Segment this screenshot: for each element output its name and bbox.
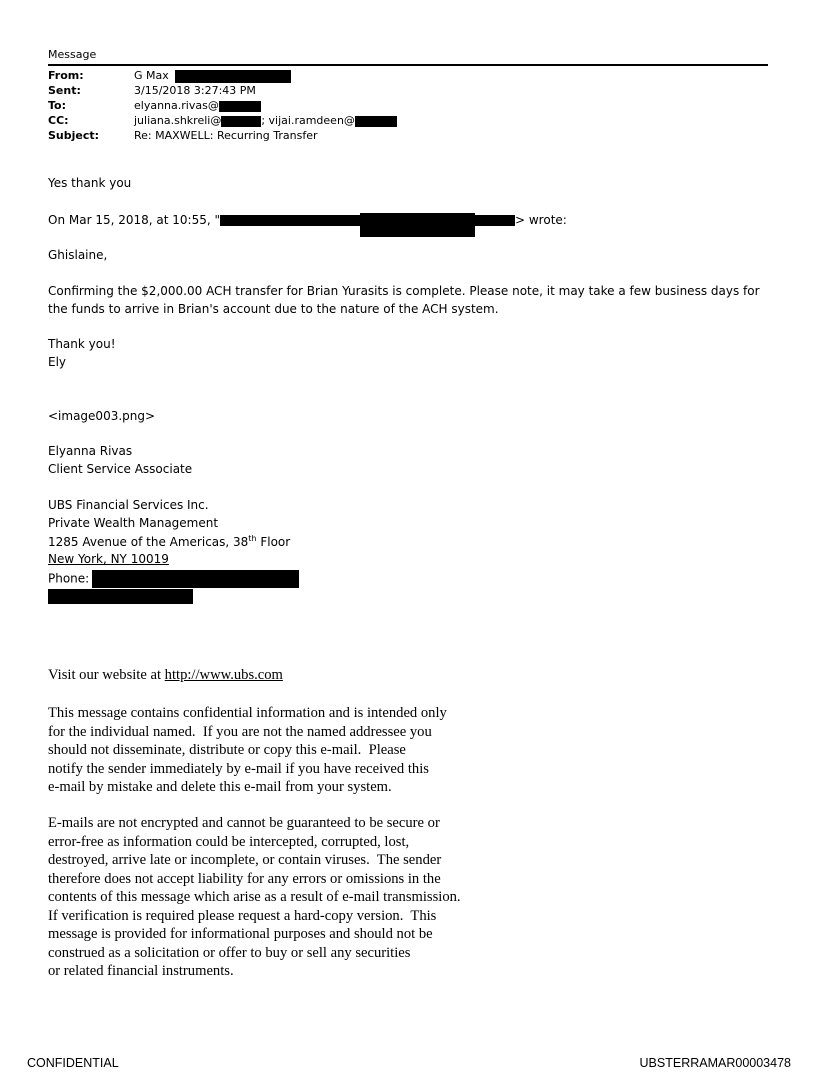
body-paragraph-line-1: Confirming the $2,000.00 ACH transfer for Brian Yurasits is complete. Please note, it may take a few business days for	[48, 284, 760, 298]
redaction-box	[220, 215, 360, 226]
redaction-box	[360, 213, 475, 237]
short-signature: Ely	[48, 355, 67, 369]
website-line	[48, 667, 283, 684]
cc-address-1: juliana.shkreli@	[134, 114, 222, 127]
redaction-box	[92, 570, 299, 588]
quote-header	[48, 213, 567, 237]
thanks-text: Thank you!	[48, 337, 116, 351]
subject-label: Subject:	[48, 129, 100, 142]
redaction-box	[355, 116, 397, 127]
body-paragraph-line-2: the funds to arrive in Brian's account due to the nature of the ACH system.	[48, 302, 499, 316]
phone-label: Phone:	[48, 571, 90, 586]
cc-value	[134, 114, 397, 127]
from-name: G Max	[134, 69, 169, 82]
division-name: Private Wealth Management	[48, 516, 219, 530]
city-line: New York, NY 10019	[48, 552, 169, 566]
subject-value: Re: MAXWELL: Recurring Transfer	[134, 129, 318, 142]
redaction-box	[221, 116, 261, 127]
from-value	[134, 69, 291, 83]
company-name: UBS Financial Services Inc.	[48, 498, 209, 512]
reply-text: Yes thank you	[48, 176, 132, 190]
signature-title: Client Service Associate	[48, 462, 193, 476]
sent-value: 3/15/2018 3:27:43 PM	[134, 84, 256, 97]
to-value	[134, 99, 261, 112]
to-address: elyanna.rivas@	[134, 99, 219, 112]
disclaimer-confidentiality: This message contains confidential information and is intended only for the individual named. If you are not the named addressee you should not disseminate, distribute or copy this e-mail. Please notify the sender immediately by e-mail if you have received this e-mail by mistake and delete this e-mail from your system.	[48, 705, 447, 795]
redaction-box	[48, 589, 193, 604]
cc-label: CC:	[48, 114, 69, 127]
address-suffix: Floor	[256, 535, 291, 549]
sent-label: Sent:	[48, 84, 81, 97]
quote-prefix: On Mar 15, 2018, at 10:55, "	[48, 213, 220, 227]
redaction-box	[175, 70, 291, 83]
header-divider	[48, 64, 768, 66]
website-link[interactable]: http://www.ubs.com	[164, 667, 283, 683]
attachment-placeholder: <image003.png>	[48, 409, 156, 423]
disclaimer-encryption: E-mails are not encrypted and cannot be guaranteed to be secure or error-free as information could be intercepted, corrupted, lost, destroyed, arrive late or incomplete, or contain viruses. The sender therefore does not accept liability for any errors or omissions in the contents of this message which arise as a result of e-mail transmission. If verification is required please request a hard-copy version. This message is provided for informational purposes and should not be construed as a solicitation or offer to buy or sell any securities or related financial instruments.	[48, 815, 461, 979]
address-line	[48, 534, 290, 549]
address-superscript: th	[248, 534, 257, 543]
signature-name: Elyanna Rivas	[48, 444, 133, 458]
address-prefix: 1285 Avenue of the Americas, 38	[48, 535, 249, 549]
quote-suffix: > wrote:	[515, 213, 567, 227]
bates-number: UBSTERRAMAR00003478	[639, 1056, 791, 1070]
from-label: From:	[48, 69, 84, 82]
greeting: Ghislaine,	[48, 248, 108, 262]
cc-address-2: ; vijai.ramdeen@	[261, 114, 355, 127]
message-section-label: Message	[48, 48, 97, 61]
redaction-box	[475, 215, 515, 226]
website-prefix: Visit our website at	[48, 667, 165, 683]
phone-line	[48, 570, 299, 588]
redaction-box	[219, 101, 261, 112]
to-label: To:	[48, 99, 66, 112]
confidential-label: CONFIDENTIAL	[27, 1056, 119, 1070]
